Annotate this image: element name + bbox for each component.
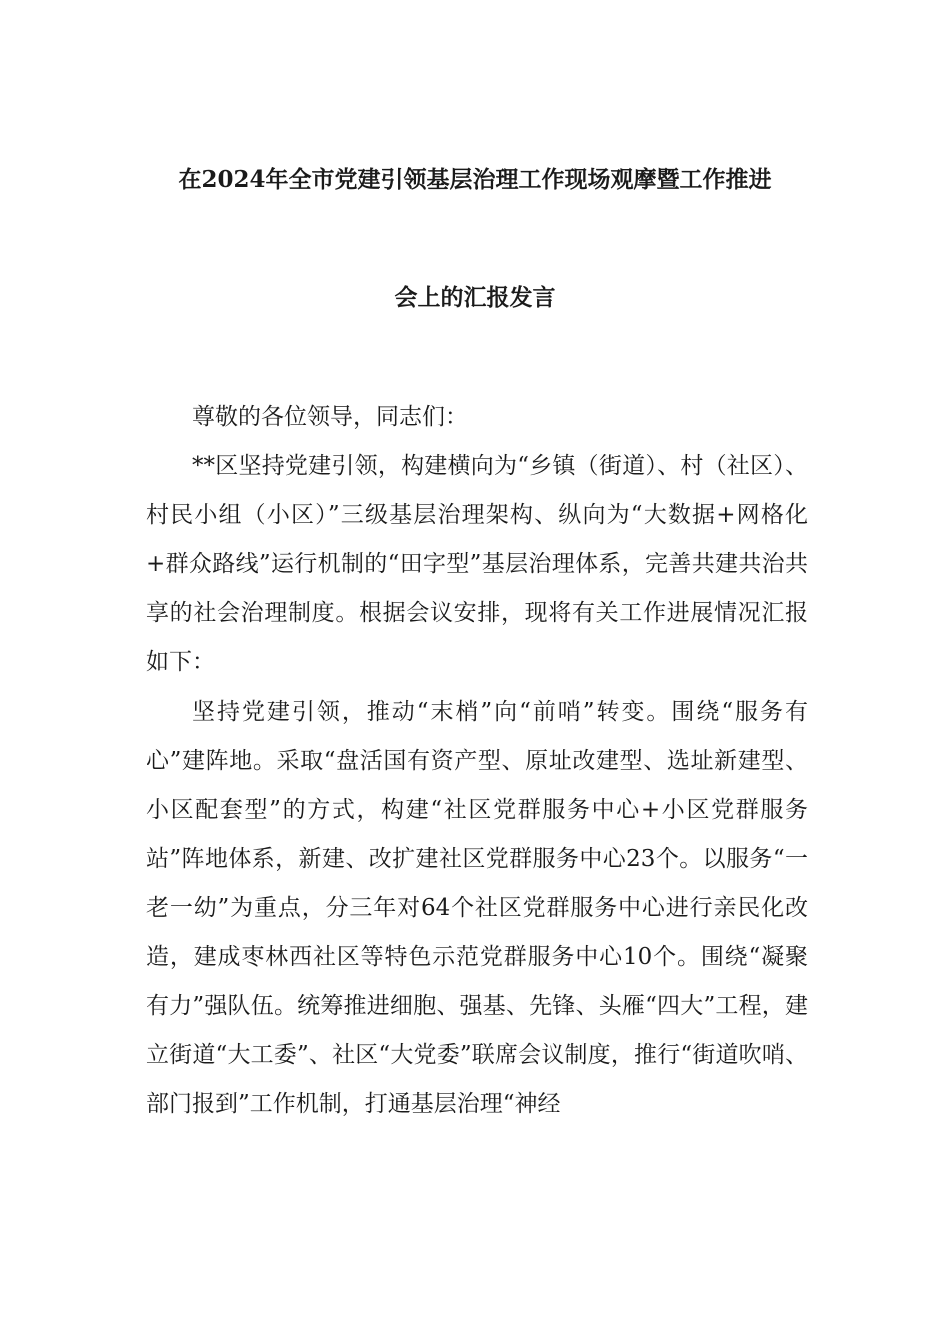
salutation-paragraph: 尊敬的各位领导，同志们： xyxy=(192,404,468,430)
body-paragraph: 坚持党建引领，推动“末梢”向“前哨”转变。围绕“服务有心”建阵地。采取“盘活国有资产型、原址改建型、选址新建型、小区配套型”的方式，构建“社区党群服务中心+小区党群服务站”阵地体系，新建、改扩建社区党群服务中心23个。以服务“一老一幼”为重点，分三年对64个社区党群服务中心进行亲民化改造，建成枣林西社区等特色示范党群服务中心10个。围绕“凝聚有力”强队伍。统筹推进细胞、强基、先锋、头雁“四大”工程，建立街道“大工委”、社区“大党委”联席会议制度，推行“街道吹哨、部门报到”工作机制，打通基层治理“神经 xyxy=(146,698,808,1118)
document-title-line-1: 在2024年全市党建引领基层治理工作现场观摩暨工作推进 xyxy=(178,166,772,193)
document-title-line-2: 会上的汇报发言 xyxy=(394,284,556,311)
intro-paragraph: **区坚持党建引领，构建横向为“乡镇（街道）、村（社区）、村民小组（小区）”三级基层治理架构、纵向为“大数据+网格化+群众路线”运行机制的“田字型”基层治理体系，完善共建共治共享的社会治理制度。根据会议安排，现将有关工作进展情况汇报如下： xyxy=(146,453,808,676)
document-body xyxy=(146,393,808,1129)
